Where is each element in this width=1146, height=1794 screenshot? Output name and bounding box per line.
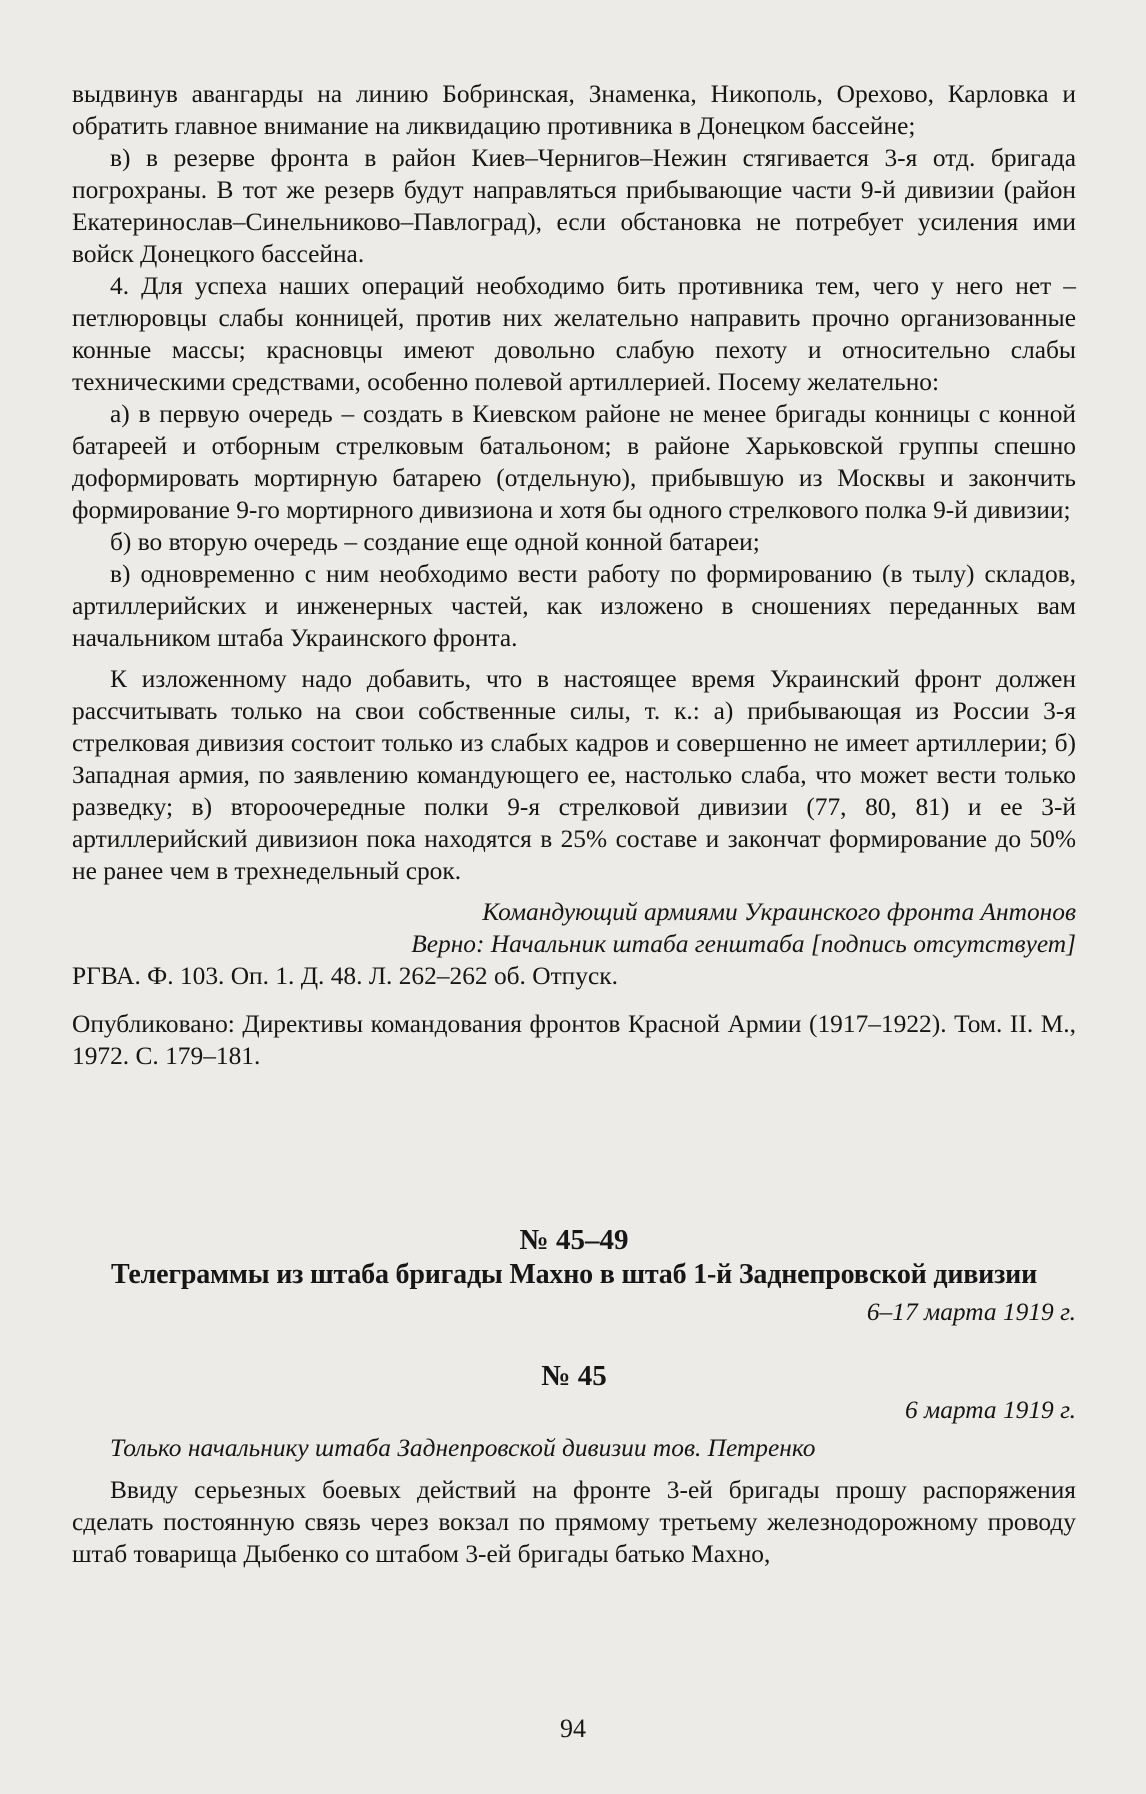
publication-reference: Опубликовано: Директивы командования фронтов Красной Армии (1917–1922). Том. II. М., 1972. С. 179–181. [72,1010,1076,1070]
paragraph-point-a: а) в первую очередь – создать в Киевском районе не менее бригады конницы с конной батареей и отборным стрелковым батальоном; в районе Харьковской группы спешно доформировать мортирную батарею (отдельную), прибывшую из Москвы и закончить формирование 9-го мортирного дивизиона и хотя бы одного стрелкового полка 9-й дивизии; [72,400,1076,524]
signature-commander: Командующий армиями Украинского фронта Антонов [482,898,1076,926]
paragraph-reserve: в) в резерве фронта в район Киев–Чернигов–Нежин стягивается 3-я отд. бригада погрохраны. В тот же резерв будут направляться прибывающие части 9-й дивизии (район Екатеринослав–Синельниково–Павлоград), если обстановка не потребует усиления ими войск Донецкого бассейна. [72,144,1076,268]
document-text: Ввиду серьезных боевых действий на фронте 3-ей бригады прошу распоряжения сделать постоянную связь через вокзал по прямому третьему железнодорожному проводу штаб товарища Дыбенко со штабом 3-ей бригады батько Махно, [72,1476,1076,1568]
paragraph-point-b: б) во вторую очередь – создание еще одной конной батареи; [110,528,760,556]
section-title: Телеграммы из штаба бригады Махно в штаб 1-й Заднепровской дивизии [110,1259,1038,1290]
signature-chief-of-staff: Верно: Начальник штаба генштаба [подпись отсутствует] [411,930,1076,958]
archive-reference: РГВА. Ф. 103. Оп. 1. Д. 48. Л. 262–262 об. Отпуск. [72,962,618,990]
section-number: № 45–49 [519,1224,629,1256]
document-number: № 45 [541,1360,607,1392]
paragraph-conclusion: К изложенному надо добавить, что в настоящее время Украинский фронт должен рассчитывать только на свои собственные силы, т. к.: а) прибывающая из России 3-я стрелковая дивизия состоит только из слабых кадров и совершенно не имеет артиллерии; б) Западная армия, по заявлению командующего ее, настолько слаба, что может вести только разведку; в) второочередные полки 9-я стрелковой дивизии (77, 80, 81) и ее 3-й артиллерийский дивизион пока находятся в 25% составе и закончат формирование до 50% не ранее чем в трехнедельный срок. [72,665,1076,885]
paragraph-continuation: выдвинув авангарды на линию Бобринская, Знаменка, Никополь, Орехово, Карловка и обратить главное внимание на ликвидацию противника в Донецком бассейне; [72,80,1076,140]
section-dates: 6–17 марта 1919 г. [866,1298,1076,1326]
document-date: 6 марта 1919 г. [904,1396,1076,1424]
paragraph-point-v: в) одновременно с ним необходимо вести работу по формированию (в тылу) складов, артиллерийских и инженерных частей, как изложено в сношениях переданных вам начальником штаба Украинского фронта. [72,560,1076,652]
document-addressee: Только начальнику штаба Заднепровской дивизии тов. Петренко [110,1434,816,1462]
paragraph-point-4: 4. Для успеха наших операций необходимо бить противника тем, чего у него нет – петлюровцы слабы конницей, против них желательно направить прочно организованные конные массы; красновцы имеют довольно слабую пехоту и относительно слабы техническими средствами, особенно полевой артиллерией. Посему желательно: [72,272,1076,396]
page-number: 94 [560,1714,586,1743]
